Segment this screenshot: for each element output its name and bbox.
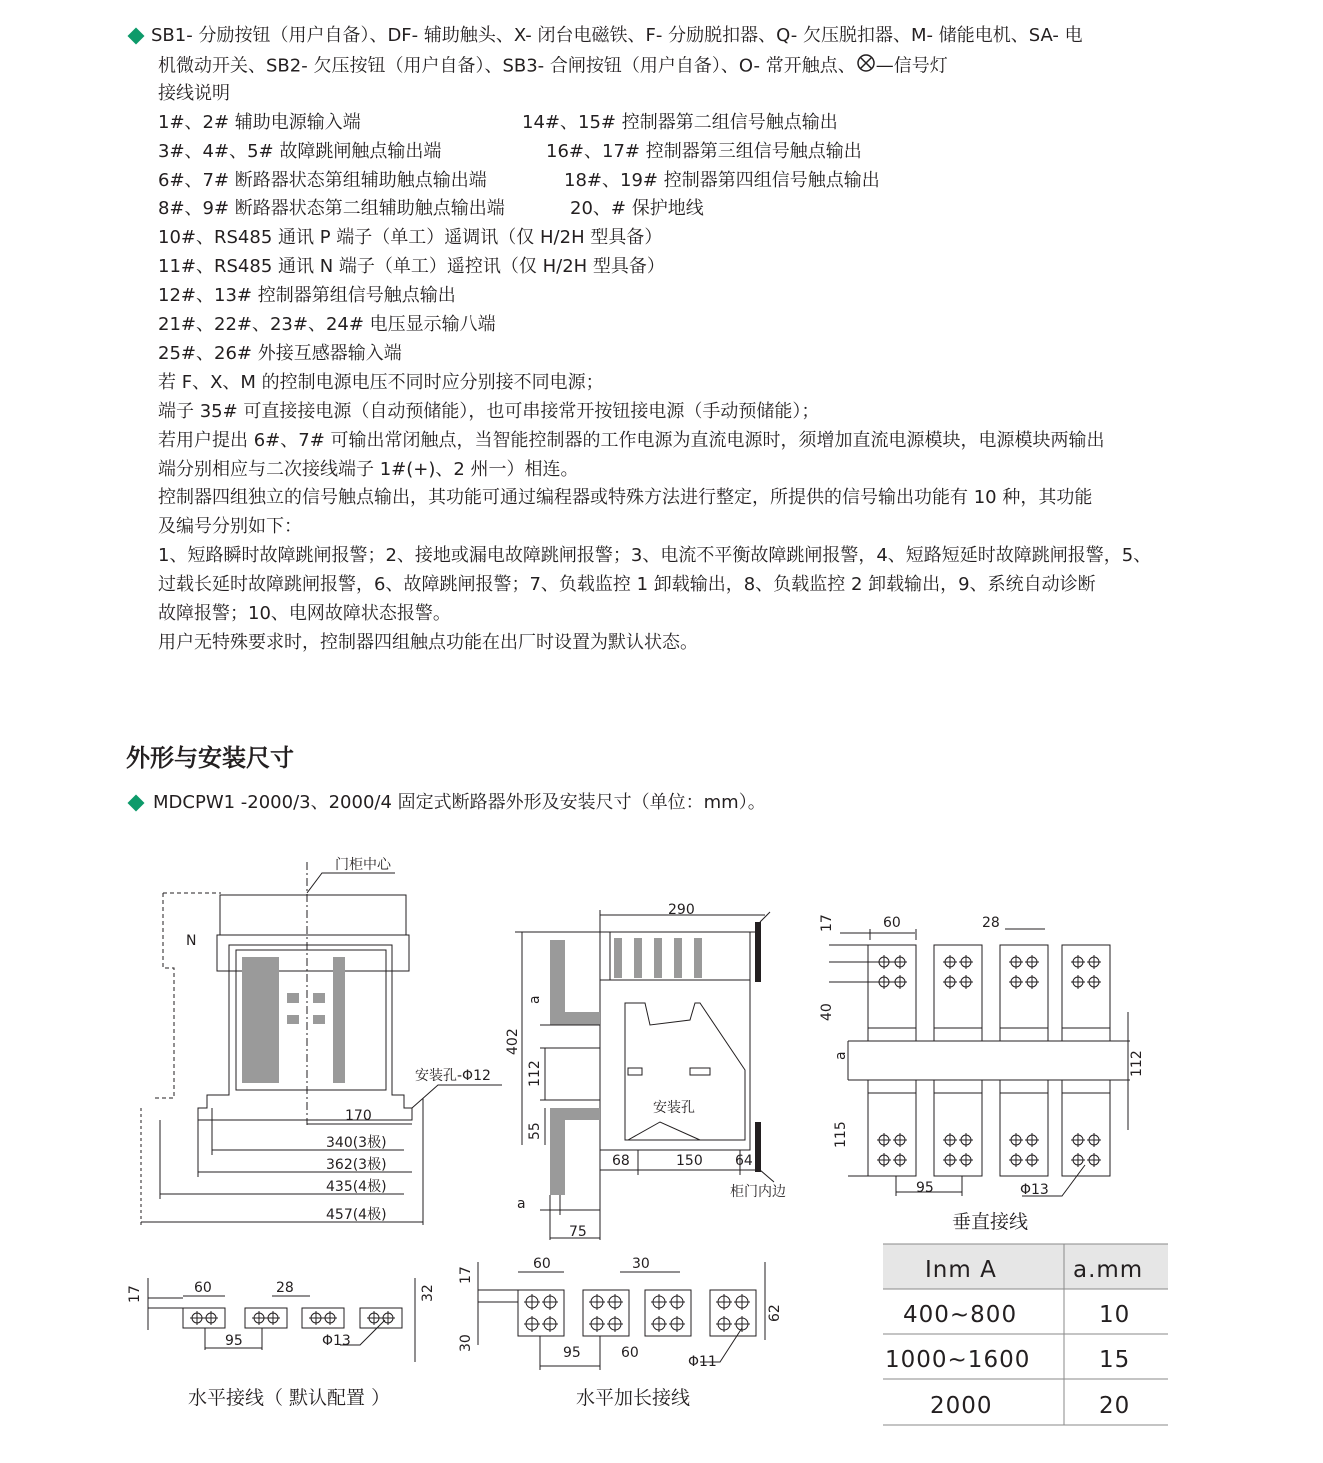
hd-dim-60: 60 <box>194 1280 212 1296</box>
legend-lamp-label: —信号灯 <box>875 55 948 77</box>
wiring-note: 用户无特殊要求时，控制器四组触点功能在出厂时设置为默认状态。 <box>158 632 698 653</box>
wiring-note: 端分别相应与二次接线端子 1#(+)、2 州一）相连。 <box>158 459 579 480</box>
vertical-wiring-caption: 垂直接线 <box>952 1211 1029 1233</box>
wiring-note: 过载长延时故障跳闸报警，6、故障跳闸报警；7、负载监控 1 卸载输出，8、负载监控 2 卸载输出，9、系统自动诊断 <box>158 574 1096 595</box>
wiring-left-item: 3#、4#、5# 故障跳闸触点输出端 <box>158 141 442 162</box>
vw-dim-95: 95 <box>916 1180 934 1196</box>
section-subtitle: MDCPW1 -2000/3、2000/4 固定式断路器外形及安装尺寸（单位：mm）。 <box>153 792 766 813</box>
door-edge-label: 柜门内边 <box>730 1184 786 1200</box>
horizontal-default-caption: 水平接线（ 默认配置 ） <box>188 1387 391 1409</box>
terminal-extended <box>518 1290 564 1336</box>
hd-dim-28: 28 <box>276 1280 294 1296</box>
vw-dim-112: 112 <box>1129 1050 1145 1077</box>
wiring-left-item: 25#、26# 外接互感器输入端 <box>158 343 402 364</box>
side-dim-55: 55 <box>527 1122 543 1140</box>
hd-dim-17: 17 <box>127 1285 143 1303</box>
terminal-top <box>868 945 916 1041</box>
legend-line-1: SB1- 分励按钮（用户自备）、DF- 辅助触头、X- 闭台电磁铁、F- 分励脱扣器、Q- 欠压脱扣器、M- 储能电机、SA- 电 <box>151 25 1083 46</box>
n-pole-label: N <box>186 933 197 949</box>
table-header-a: a.mm <box>1073 1257 1144 1283</box>
terminal-extended <box>583 1290 629 1336</box>
table-cell: 400~800 <box>903 1302 1018 1328</box>
terminal-extended <box>645 1290 691 1336</box>
wiring-note: 故障报警；10、电网故障状态报警。 <box>158 603 451 624</box>
hd-dim-phi13: Φ13 <box>322 1333 351 1349</box>
wiring-right-item: 16#、17# 控制器第三组信号触点输出 <box>546 141 862 162</box>
wiring-right-item: 18#、19# 控制器第四组信号触点输出 <box>564 170 880 191</box>
wiring-left-item: 1#、2# 辅助电源输入端 <box>158 112 361 133</box>
side-dim-a-bottom: a <box>517 1196 526 1212</box>
front-hole-label: 安装孔-Φ12 <box>415 1068 491 1084</box>
terminal-top <box>1000 945 1048 1041</box>
terminal-top <box>1062 945 1110 1041</box>
terminal-bottom <box>1062 1080 1110 1176</box>
terminal-bottom <box>1000 1080 1048 1176</box>
vw-dim-40: 40 <box>819 1003 835 1021</box>
side-dim-290: 290 <box>668 902 695 918</box>
he-dim-60-b: 60 <box>621 1345 639 1361</box>
side-dim-64: 64 <box>735 1153 753 1169</box>
he-dim-30: 30 <box>632 1256 650 1272</box>
wiring-left-item: 10#、RS485 通讯 P 端子（单工）遥调讯（仅 H/2H 型具备） <box>158 227 663 248</box>
wiring-note: 及编号分别如下： <box>158 516 302 537</box>
side-dim-75: 75 <box>569 1224 587 1240</box>
table-cell: 15 <box>1099 1347 1131 1373</box>
vw-dim-a: a <box>833 1051 849 1060</box>
wiring-note: 若用户提出 6#、7# 可输出常闭触点，当智能控制器的工作电源为直流电源时，须增加直流电源模块，电源模块两输出 <box>158 430 1105 451</box>
wiring-note: 1、短路瞬时故障跳闸报警；2、接地或漏电故障跳闸报警；3、电流不平衡故障跳闸报警，4、短路短延时故障跳闸报警，5、 <box>158 545 1152 566</box>
hd-dim-95: 95 <box>225 1333 243 1349</box>
vertical-wiring-drawing <box>829 929 1130 1196</box>
horizontal-extended-caption: 水平加长接线 <box>576 1387 691 1409</box>
dim-435: 435(4极) <box>326 1179 387 1195</box>
dim-340: 340(3极) <box>326 1135 387 1151</box>
vw-dim-60: 60 <box>883 915 901 931</box>
wiring-right-item: 14#、15# 控制器第二组信号触点输出 <box>522 112 838 133</box>
dim-457: 457(4极) <box>326 1207 387 1223</box>
terminal-bottom <box>868 1080 916 1176</box>
wiring-right-item: 20、# 保护地线 <box>570 198 704 219</box>
wiring-note: 若 F、X、M 的控制电源电压不同时应分别接不同电源； <box>158 372 604 393</box>
hd-dim-32: 32 <box>420 1284 436 1302</box>
terminal-extended <box>710 1290 756 1336</box>
side-dim-402: 402 <box>505 1028 521 1055</box>
wiring-heading: 接线说明 <box>158 83 230 104</box>
table-cell: 2000 <box>930 1393 993 1419</box>
he-dim-95: 95 <box>563 1345 581 1361</box>
table-cell: 10 <box>1099 1302 1131 1328</box>
he-dim-62: 62 <box>767 1304 783 1322</box>
wiring-note: 控制器四组独立的信号触点输出，其功能可通过编程器或特殊方法进行整定，所提供的信号输出功能有 10 种，其功能 <box>158 487 1093 508</box>
vw-dim-phi13: Φ13 <box>1020 1182 1049 1198</box>
wiring-left-item: 11#、RS485 通讯 N 端子（单工）遥控讯（仅 H/2H 型具备） <box>158 256 665 277</box>
table-cell: 20 <box>1099 1393 1131 1419</box>
side-dim-112: 112 <box>527 1060 543 1087</box>
table-header-current: Inm A <box>925 1257 997 1283</box>
he-dim-30-v: 30 <box>458 1334 474 1352</box>
he-dim-60: 60 <box>533 1256 551 1272</box>
wiring-left-item: 12#、13# 控制器第组信号触点输出 <box>158 285 456 306</box>
wiring-left-item: 8#、9# 断路器状态第二组辅助触点输出端 <box>158 198 505 219</box>
legend-line-2-text: 机微动开关、SB2- 欠压按钮（用户自备）、SB3- 合闸按钮（用户自备）、O- 常开触点、 <box>158 55 856 77</box>
wiring-left-item: 21#、22#、23#、24# 电压显示输八端 <box>158 314 496 335</box>
side-dim-150: 150 <box>676 1153 703 1169</box>
he-dim-phi11: Φ11 <box>688 1354 717 1370</box>
dim-170: 170 <box>345 1108 372 1124</box>
side-hole-label: 安装孔 <box>653 1100 695 1116</box>
front-view-drawing <box>141 862 502 1225</box>
vw-dim-115: 115 <box>833 1121 849 1148</box>
section-title: 外形与安装尺寸 <box>126 744 294 772</box>
table-cell: 1000~1600 <box>885 1347 1031 1373</box>
terminal-top <box>934 945 982 1041</box>
side-dim-a-top: a <box>527 995 543 1004</box>
wiring-note: 端子 35# 可直接接电源（自动预储能），也可串接常开按钮接电源（手动预储能）； <box>158 401 820 422</box>
wiring-left-item: 6#、7# 断路器状态第组辅助触点输出端 <box>158 170 487 191</box>
vw-dim-28: 28 <box>982 915 1000 931</box>
he-dim-17: 17 <box>458 1266 474 1284</box>
side-dim-68: 68 <box>612 1153 630 1169</box>
vw-dim-17: 17 <box>819 914 835 932</box>
terminal-bottom <box>934 1080 982 1176</box>
dim-362: 362(3极) <box>326 1157 387 1173</box>
door-center-label: 门柜中心 <box>335 857 391 873</box>
